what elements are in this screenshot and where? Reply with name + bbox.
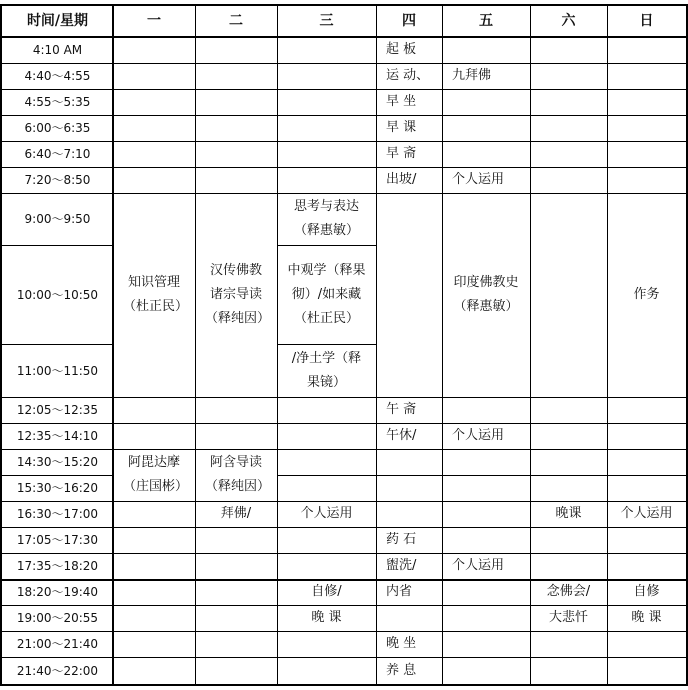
row-separator xyxy=(376,449,442,450)
row-separator xyxy=(277,63,376,64)
time-label: 12:05～12:35 xyxy=(16,403,99,417)
row-separator xyxy=(277,501,376,502)
row-separator xyxy=(376,423,442,424)
row-separator xyxy=(2,527,113,528)
row-separator xyxy=(2,501,113,502)
header-day: 日 xyxy=(639,12,654,29)
row-separator xyxy=(442,631,530,632)
row-separator xyxy=(2,89,113,90)
header-day: 三 xyxy=(319,12,334,29)
header-day: 四 xyxy=(402,12,416,29)
row-separator xyxy=(113,89,195,90)
time-label: 14:30～15:20 xyxy=(16,455,99,469)
row-separator xyxy=(2,115,113,116)
row-separator xyxy=(376,631,442,632)
row-separator xyxy=(376,167,442,168)
schedule-entry: 自修/ xyxy=(311,584,342,599)
row-separator xyxy=(2,449,113,450)
row-separator xyxy=(530,475,607,476)
row-separator xyxy=(113,527,195,528)
row-separator xyxy=(2,631,113,632)
row-separator xyxy=(442,167,530,168)
row-separator xyxy=(277,89,376,90)
schedule-entry: 午休/ xyxy=(386,428,417,443)
schedule-entry: 个人运用 xyxy=(452,172,505,187)
row-separator xyxy=(277,397,376,398)
schedule-entry: 午 斋 xyxy=(386,402,417,417)
row-separator xyxy=(113,501,195,502)
schedule-entry: 运 动、 xyxy=(386,68,430,83)
row-separator xyxy=(376,63,442,64)
schedule-entry: 盥洗/ xyxy=(386,558,417,573)
course-entry: 中观学（释果彻）/如来藏（杜正民） xyxy=(287,262,366,326)
row-separator xyxy=(277,193,376,194)
row-separator xyxy=(195,167,277,168)
row-separator xyxy=(442,501,530,502)
row-separator xyxy=(2,141,113,142)
row-separator xyxy=(607,631,686,632)
row-separator xyxy=(2,344,113,345)
row-separator xyxy=(195,501,277,502)
schedule-entry: 个人运用 xyxy=(452,558,505,573)
row-separator xyxy=(442,115,530,116)
row-separator xyxy=(607,475,686,476)
schedule-entry: 养 息 xyxy=(386,662,417,678)
row-separator xyxy=(442,605,530,606)
row-separator xyxy=(376,605,442,606)
row-separator xyxy=(607,141,686,142)
row-separator xyxy=(376,397,442,398)
column-separator xyxy=(530,4,531,684)
schedule-entry: 大悲忏 xyxy=(548,610,588,625)
row-separator xyxy=(195,141,277,142)
row-separator xyxy=(195,89,277,90)
row-separator xyxy=(113,193,195,194)
row-separator xyxy=(442,449,530,450)
row-separator xyxy=(2,605,113,606)
row-separator xyxy=(442,141,530,142)
header-day: 五 xyxy=(479,12,493,29)
time-label: 21:00～21:40 xyxy=(16,637,99,651)
row-separator xyxy=(530,193,607,194)
row-separator xyxy=(277,115,376,116)
row-separator xyxy=(2,657,113,658)
course-entry: 阿含导读（释纯因） xyxy=(205,455,271,494)
row-separator xyxy=(376,141,442,142)
schedule-entry: 出坡/ xyxy=(386,172,417,187)
schedule-entry: 个人运用 xyxy=(620,506,673,521)
row-separator xyxy=(530,89,607,90)
row-separator xyxy=(195,397,277,398)
section-separator xyxy=(0,579,688,581)
table-border-bottom xyxy=(0,684,688,686)
header-day: 二 xyxy=(229,12,243,29)
row-separator xyxy=(376,89,442,90)
row-separator xyxy=(277,475,376,476)
schedule-entry: 拜佛/ xyxy=(220,506,252,521)
row-separator xyxy=(113,141,195,142)
time-label: 15:30～16:20 xyxy=(16,481,99,495)
header-day: 六 xyxy=(561,12,576,29)
row-separator xyxy=(530,397,607,398)
row-separator xyxy=(530,553,607,554)
row-separator xyxy=(2,423,113,424)
row-separator xyxy=(113,63,195,64)
time-label: 19:00～20:55 xyxy=(16,611,99,625)
row-separator xyxy=(530,449,607,450)
row-separator xyxy=(113,167,195,168)
row-separator xyxy=(195,193,277,194)
row-separator xyxy=(195,553,277,554)
time-label: 11:00～11:50 xyxy=(16,363,99,378)
row-separator xyxy=(113,115,195,116)
row-separator xyxy=(376,527,442,528)
row-separator xyxy=(530,605,607,606)
row-separator xyxy=(442,553,530,554)
schedule-entry: 早 斋 xyxy=(386,146,417,161)
row-separator xyxy=(2,397,113,398)
row-separator xyxy=(607,193,686,194)
row-separator xyxy=(195,527,277,528)
schedule-entry: 早 课 xyxy=(386,120,417,135)
row-separator xyxy=(530,141,607,142)
time-label: 12:35～14:10 xyxy=(16,429,99,443)
row-separator xyxy=(607,657,686,658)
row-separator xyxy=(2,475,113,476)
schedule-entry: 内省 xyxy=(386,584,413,599)
row-separator xyxy=(277,167,376,168)
time-label: 17:05～17:30 xyxy=(16,533,99,547)
row-separator xyxy=(195,423,277,424)
row-separator xyxy=(442,475,530,476)
row-separator xyxy=(376,501,442,502)
course-entry: 阿毘达摩（庄国彬） xyxy=(123,455,189,494)
row-separator xyxy=(376,657,442,658)
row-separator xyxy=(195,449,277,450)
row-separator xyxy=(277,141,376,142)
course-entry: 作务 xyxy=(633,286,660,302)
row-separator xyxy=(530,657,607,658)
time-label: 7:20～8:50 xyxy=(24,173,91,187)
row-separator xyxy=(530,527,607,528)
row-separator xyxy=(277,605,376,606)
row-separator xyxy=(607,63,686,64)
row-separator xyxy=(277,423,376,424)
row-separator xyxy=(195,115,277,116)
schedule-entry: 晚课 xyxy=(555,506,582,521)
row-separator xyxy=(195,63,277,64)
schedule-entry: 晚 课 xyxy=(311,610,342,625)
row-separator xyxy=(113,397,195,398)
row-separator xyxy=(442,63,530,64)
row-separator xyxy=(195,605,277,606)
header-day: 一 xyxy=(147,12,161,29)
row-separator xyxy=(376,115,442,116)
row-separator xyxy=(113,657,195,658)
row-separator xyxy=(607,501,686,502)
row-separator xyxy=(2,245,113,246)
row-separator xyxy=(2,63,113,64)
row-separator xyxy=(277,245,376,246)
row-separator xyxy=(442,193,530,194)
course-entry: /净土学（释果镜） xyxy=(291,350,362,390)
row-separator xyxy=(442,89,530,90)
row-separator xyxy=(195,631,277,632)
header-corner: 时间/星期 xyxy=(26,12,89,29)
row-separator xyxy=(607,167,686,168)
row-separator xyxy=(607,89,686,90)
time-label: 17:35～18:20 xyxy=(16,559,99,573)
row-separator xyxy=(442,527,530,528)
time-label: 4:40～4:55 xyxy=(24,69,91,83)
course-entry: 汉传佛教诸宗导读（释纯因） xyxy=(205,262,271,326)
header-separator xyxy=(0,36,688,38)
time-label: 6:40～7:10 xyxy=(24,147,91,161)
row-separator xyxy=(277,553,376,554)
schedule-entry: 个人运用 xyxy=(300,506,353,521)
row-separator xyxy=(607,605,686,606)
row-separator xyxy=(442,657,530,658)
schedule-entry: 九拜佛 xyxy=(452,68,492,83)
course-entry: 知识管理（杜正民） xyxy=(123,274,189,314)
row-separator xyxy=(442,423,530,424)
row-separator xyxy=(113,423,195,424)
row-separator xyxy=(607,397,686,398)
row-separator xyxy=(113,631,195,632)
row-separator xyxy=(277,344,376,345)
row-separator xyxy=(607,553,686,554)
schedule-entry: 念佛会/ xyxy=(546,584,591,599)
time-label: 4:55～5:35 xyxy=(24,95,91,109)
row-separator xyxy=(2,167,113,168)
row-separator xyxy=(195,657,277,658)
time-label: 10:00～10:50 xyxy=(16,287,99,302)
row-separator xyxy=(277,527,376,528)
course-entry: 思考与表达（释惠敏） xyxy=(293,199,359,238)
row-separator xyxy=(277,631,376,632)
time-label: 4:10 AM xyxy=(32,43,83,57)
time-label: 21:40～22:00 xyxy=(16,663,99,678)
row-separator xyxy=(530,115,607,116)
row-separator xyxy=(277,657,376,658)
schedule-entry: 自修 xyxy=(633,584,660,599)
row-separator xyxy=(530,167,607,168)
row-separator xyxy=(376,193,442,194)
row-separator xyxy=(607,115,686,116)
table-border-top xyxy=(0,4,688,6)
row-separator xyxy=(2,193,113,194)
row-separator xyxy=(442,397,530,398)
row-separator xyxy=(607,527,686,528)
row-separator xyxy=(607,449,686,450)
time-label: 16:30～17:00 xyxy=(16,507,99,521)
row-separator xyxy=(376,553,442,554)
row-separator xyxy=(530,63,607,64)
row-separator xyxy=(530,423,607,424)
schedule-entry: 个人运用 xyxy=(452,428,505,443)
column-separator xyxy=(195,4,196,684)
row-separator xyxy=(113,449,195,450)
row-separator xyxy=(2,553,113,554)
time-label: 6:00～6:35 xyxy=(24,121,91,135)
time-label: 9:00～9:50 xyxy=(24,212,91,226)
schedule-entry: 早 坐 xyxy=(386,94,417,109)
row-separator xyxy=(530,631,607,632)
row-separator xyxy=(530,501,607,502)
schedule-entry: 晚 课 xyxy=(631,610,662,625)
column-separator xyxy=(442,4,443,684)
row-separator xyxy=(113,605,195,606)
schedule-entry: 晚 坐 xyxy=(386,636,417,651)
table-border-left xyxy=(0,4,2,686)
row-separator xyxy=(376,475,442,476)
schedule-entry: 药 石 xyxy=(386,532,417,547)
row-separator xyxy=(277,449,376,450)
column-separator xyxy=(376,4,377,684)
course-entry: 印度佛教史（释惠敏） xyxy=(453,274,519,314)
time-label: 18:20～19:40 xyxy=(16,585,99,599)
row-separator xyxy=(113,553,195,554)
row-separator xyxy=(607,423,686,424)
schedule-entry: 起 板 xyxy=(386,42,417,57)
column-separator xyxy=(607,4,608,684)
